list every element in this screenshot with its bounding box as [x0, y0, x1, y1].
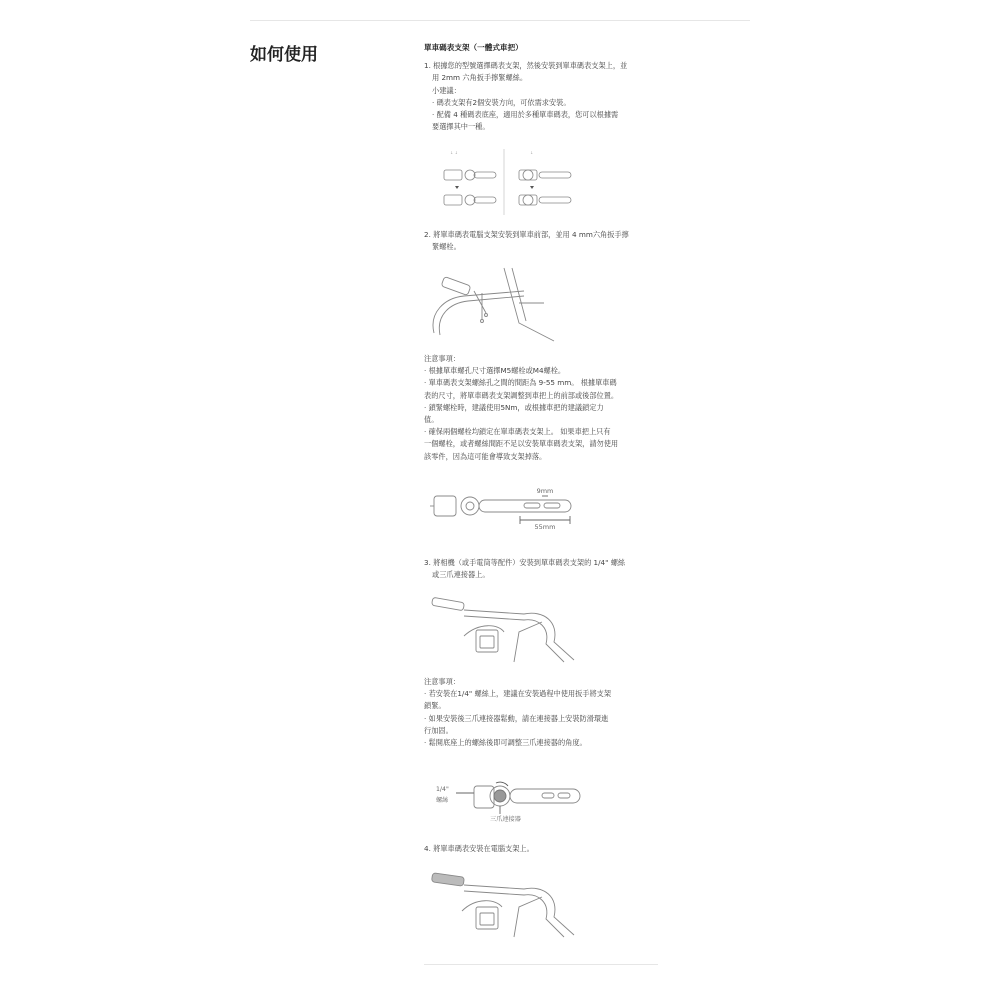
notes2-block	[424, 676, 664, 749]
step3-block	[424, 557, 664, 581]
bottom-divider	[424, 964, 658, 965]
step3-text-line2: 或三爪連接器上。	[432, 570, 490, 580]
notes1-line: 表的尺寸，將單車碼表支架調整到車把上的前部或後部位置。	[424, 390, 619, 400]
mount-orientation-illustration	[424, 145, 584, 220]
page-title: 如何使用	[250, 45, 318, 65]
step2-text-line1: 2. 將單車碼表電腦支架安裝到單車前部，並用 4 mm六角扳手擰	[424, 230, 629, 239]
notes1-line: 值。	[424, 415, 439, 425]
step3-text-line1: 3. 將相機（或手電筒等配件）安裝到單車碼表支架的 1/4" 螺絲	[424, 558, 626, 567]
camera-mount-illustration	[424, 592, 584, 667]
computer-mount-illustration	[424, 865, 584, 940]
notes1-title: 注意事項：	[424, 354, 460, 363]
svg-text:↓: ↓	[530, 150, 534, 155]
step2-block	[424, 229, 664, 253]
hole-spacing-illustration	[424, 482, 584, 537]
screw-label: 螺絲	[436, 797, 449, 804]
connector-illustration	[424, 778, 594, 828]
three-claw-connector-label: 三爪連接器	[490, 816, 521, 823]
top-divider	[250, 20, 750, 21]
notes2-line: 鎖緊。	[424, 701, 446, 711]
tip-1: · 碼表支架有2個安裝方向，可依需求安裝。	[432, 97, 571, 107]
notes1-line: · 根據單車螺孔尺寸選擇M5螺栓或M4螺栓。	[424, 366, 566, 376]
step1-block	[424, 42, 664, 133]
notes1-line: · 單車碼表支架螺絲孔之間的間距為 9-55 mm。 根據單車碼	[424, 378, 617, 388]
step4-block	[424, 843, 664, 855]
step1-text-line2: 用 2mm 六角扳手擰緊螺絲。	[432, 73, 528, 83]
section-title: 單車碼表支架（一體式車把）	[424, 43, 523, 52]
notes2-line: 行加固。	[424, 725, 453, 735]
step1-text-line1: 1. 根據您的型號選擇碼表支架，然後安裝到單車碼表支架上，並	[424, 61, 628, 71]
svg-text:↓ ↓: ↓ ↓	[450, 150, 458, 155]
notes1-line: · 鎖緊螺栓時，建議使用5Nm，或根據車把的建議鎖定力	[424, 402, 604, 412]
notes2-line: · 若安裝在1/4" 螺絲上，建議在安裝過程中使用扳手將支架	[424, 689, 612, 699]
handlebar-mount-illustration	[424, 263, 564, 343]
tip-2-line1: · 配備 4 種碼表底座，適用於多種單車碼表，您可以根據需	[432, 110, 619, 120]
tip-title: 小建議：	[432, 85, 461, 95]
notes1-line: 一個螺栓，或者螺絲間距不足以安裝單車碼表支架，請勿使用	[424, 439, 619, 449]
notes2-line: · 鬆開底座上的螺絲後即可調整三爪連接器的角度。	[424, 738, 587, 748]
notes1-line: · 確保兩個螺栓均鎖定在單車碼表支架上。 如果車把上只有	[424, 427, 611, 437]
step4-text-line1: 4. 將單車碼表安裝在電腦支架上。	[424, 844, 534, 853]
tip-2-line2: 要選擇其中一種。	[432, 122, 490, 132]
notes2-title: 注意事項：	[424, 677, 460, 686]
notes1-block	[424, 353, 664, 463]
notes2-line: · 如果安裝後三爪連接器鬆動，請在連接器上安裝防滑環進	[424, 713, 609, 723]
dim-9mm-label: 9mm	[536, 487, 554, 495]
quarter-inch-label: 1/4"	[436, 786, 449, 793]
dim-55mm-label: 55mm	[534, 523, 556, 531]
notes1-line: 該零件，因為這可能會導致支架掉落。	[424, 451, 547, 461]
step2-text-line2: 緊螺栓。	[432, 242, 461, 252]
